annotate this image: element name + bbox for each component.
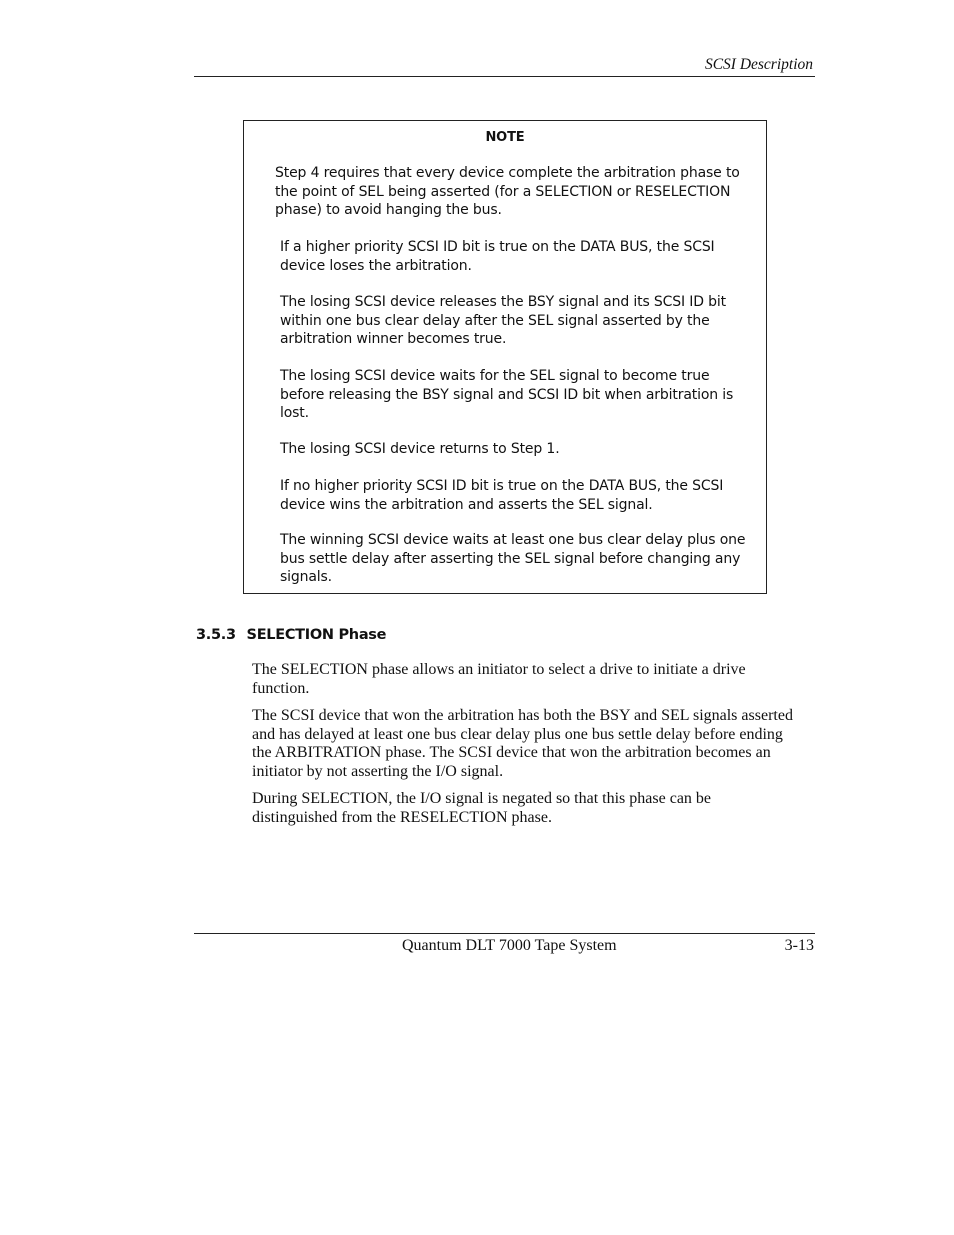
running-header	[194, 56, 815, 77]
running-footer	[194, 933, 815, 958]
body-paragraph-3: During SELECTION, the I/O signal is negated so that this phase can be distinguished from the RESELECTION phase.	[252, 790, 712, 826]
note-heading: NOTE	[485, 130, 525, 145]
body-paragraph-1: The SELECTION phase allows an initiator to select a drive to initiate a drive function.	[252, 661, 746, 697]
body-paragraph-2: The SCSI device that won the arbitration has both the BSY and SEL signals asserted and has delayed at least one bus clear delay plus one bus settle delay before ending the ARBITRATION phase. The SCSI device that won the arbitration becomes an initiator by not asserting the I/O signal.	[252, 707, 793, 781]
note-paragraph-2: If a higher priority SCSI ID bit is true on the DATA BUS, the SCSI device loses the arbitration.	[280, 239, 715, 274]
chapter-title: SCSI Description	[704, 56, 813, 73]
section-title: SELECTION Phase	[246, 627, 387, 643]
note-paragraph-1: Step 4 requires that every device complete the arbitration phase to the point of SEL being asserted (for a SELECTION or RESELECTION phase) to avoid hanging the bus.	[275, 165, 740, 219]
note-paragraph-3: The losing SCSI device releases the BSY signal and its SCSI ID bit within one bus clear delay after the SEL signal asserted by the arbitration winner becomes true.	[280, 294, 726, 348]
note-paragraph-5: The losing SCSI device returns to Step 1.	[280, 441, 560, 457]
page-number: 3-13	[784, 937, 814, 954]
note-paragraph-6: If no higher priority SCSI ID bit is true on the DATA BUS, the SCSI device wins the arbitration and asserts the SEL signal.	[280, 478, 724, 513]
section-number: 3.5.3	[196, 627, 236, 643]
section-heading	[196, 627, 386, 643]
note-paragraph-4: The losing SCSI device waits for the SEL signal to become true before releasing the BSY signal and SCSI ID bit when arbitration is lost.	[280, 368, 734, 422]
product-name: Quantum DLT 7000 Tape System	[402, 937, 617, 954]
note-paragraph-7: The winning SCSI device waits at least one bus clear delay plus one bus settle delay after asserting the SEL signal before changing any signals.	[280, 532, 746, 586]
note-box	[243, 120, 767, 594]
